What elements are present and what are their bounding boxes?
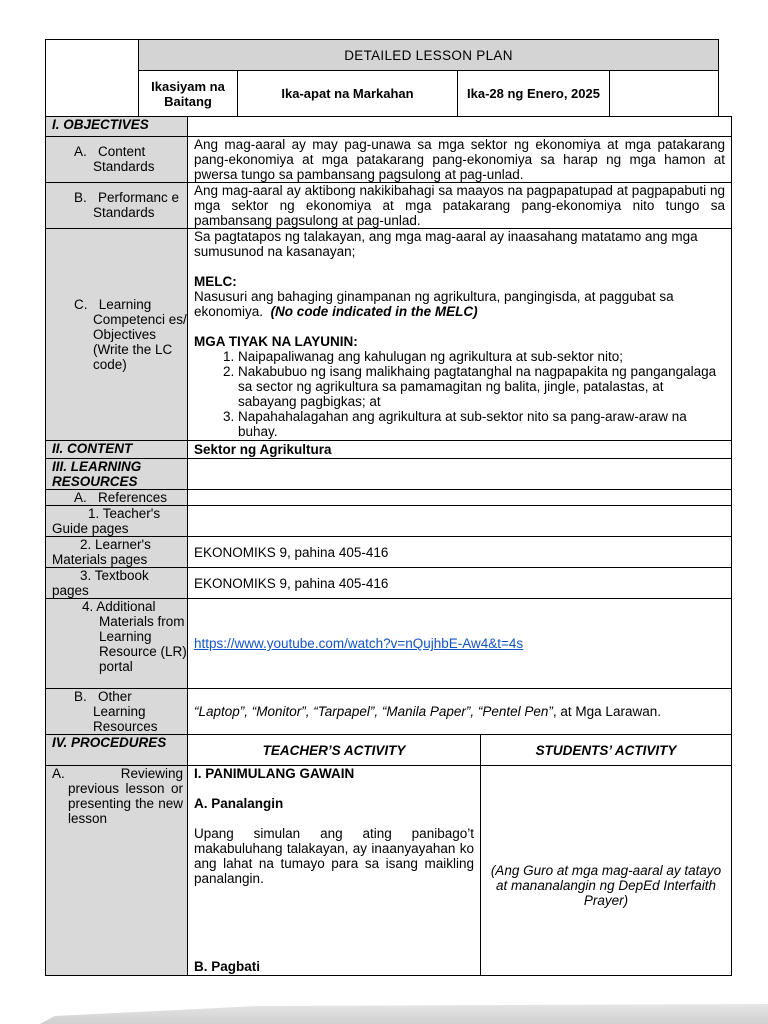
performance-standards-text: Ang mag-aaral ay aktibong nakikibahagi sa maayos na pagpapatupad at pagpapabuti ng mga sektor ng ekonomiya at mga patakarang pang-ekonomiya nito tungo sa pambansang pagsulong at pag-unlad. [188,183,732,229]
pagbati-heading: B. Pagbati [194,959,261,974]
competencies-row [46,229,732,441]
panimulang-gawain-heading: I. PANIMULANG GAWAIN [194,766,355,781]
content-row [46,441,732,459]
textbook-row [46,568,732,599]
objectives-label: I. OBJECTIVES [46,117,188,137]
document-title: DETAILED LESSON PLAN [139,40,719,71]
youtube-link[interactable]: https://www.youtube.com/watch?v=nQujhbE-Aw4&t=4s [194,636,524,651]
objectives-empty [188,117,732,137]
learners-materials-label: 2. Learner's Materials pages [46,537,188,568]
students-response: (Ang Guro at mga mag-aaral ay tatayo at mananalangin ng DepEd Interfaith Prayer) [481,766,732,976]
quarter: Ika-apat na Markahan [238,71,458,117]
other-resources-items: “Laptop”, “Monitor”, “Tarpapel”, “Manila Paper”, “Pentel Pen” [194,704,553,719]
content-value: Sektor ng Agrikultura [188,441,732,459]
specific-objectives-heading: MGA TIYAK NA LAYUNIN: [194,334,358,349]
references-row [46,490,732,506]
procedure-a-label: A. Reviewing previous lesson or presenting the new lesson [46,766,188,976]
other-resources-suffix: , at Mga Larawan. [552,704,661,719]
header-table [45,39,719,117]
lesson-plan-table [45,116,732,976]
students-activity-heading: STUDENTS’ ACTIVITY [481,735,732,766]
competencies-label: C. Learning Competenci es/ Objectives (Write the LC code) [74,297,187,372]
specific-objective-1: 1. Naipapaliwanag ang kahulugan ng agrikultura at sub-sektor nito; [238,349,725,364]
logo-placeholder-cell [46,40,139,117]
melc-note: (No code indicated in the MELC) [270,304,478,319]
specific-objective-2: 2. Nakabubuo ng isang malikhaing pagtatanghal na nagpapakita ng pangangalaga sa sector ng agrikultura sa pamamagitan ng balita, jingle, patalastas, at sabayang pagbigkas; at [238,364,725,409]
content-label: II. CONTENT [46,441,188,459]
references-label: A. References [74,490,168,505]
melc-text: Nasusuri ang bahaging ginampanan ng agrikultura, pangingisda, at paggubat sa ekonomiya. [194,289,674,319]
objectives-row [46,117,732,137]
teachers-guide-row [46,506,732,537]
learning-resources-row [46,459,732,490]
textbook-value: EKONOMIKS 9, pahina 405-416 [188,568,732,599]
lesson-date: Ika-28 ng Enero, 2025 [458,71,610,117]
teachers-guide-label: 1. Teacher's Guide pages [46,506,188,537]
panalangin-text: Upang simulan ang ating panibago’t makabuluhang talakayan, ay inaanyayahan ko ang lahat na tumayo para sa isang maikling panalangin. [194,826,474,886]
empty-header-cell [610,71,719,117]
specific-objective-3: 3. Napahahalagahan ang agrikultura at sub-sektor nito sa pang-araw-araw na buhay. [238,409,725,439]
performance-standards-row [46,183,732,229]
textbook-label: 3. Textbook pages [46,568,188,599]
panalangin-heading: A. Panalangin [194,796,284,811]
page-bottom-edge [40,1004,768,1024]
melc-heading: MELC: [194,274,237,289]
content-standards-label: A. Content Standards [74,144,155,174]
other-resources-row [46,689,732,735]
objectives-intro: Sa pagtatapos ng talakayan, ang mga mag-aaral ay inaasahang matatamo ang mga sumusunod na kasanayan; [194,229,698,259]
other-resources-label: B. Other Learning Resources [74,689,158,734]
learners-materials-row [46,537,732,568]
content-standards-row [46,137,732,183]
procedures-header-row [46,735,732,766]
additional-materials-label: 4. Additional Materials from Learning Resource (LR) portal [82,599,187,674]
learning-resources-label: III. LEARNING RESOURCES [46,459,188,490]
learners-materials-value: EKONOMIKS 9, pahina 405-416 [188,537,732,568]
procedures-label: IV. PROCEDURES [46,735,188,766]
grade-level: Ikasiyam na Baitang [139,71,238,117]
specific-objectives-list [194,349,725,439]
teachers-guide-value [188,506,732,537]
content-standards-text: Ang mag-aaral ay may pag-unawa sa mga sektor ng ekonomiya at mga patakarang pang-ekonomiya at mga patakarang pang-ekonomiya sa harap ng mga hamon at pwersa tungo sa pambansang pagsulong at pag-unlad. [188,137,732,183]
performance-standards-label: B. Performanc e Standards [74,190,180,220]
procedure-a-row [46,766,732,976]
teacher-activity-heading: TEACHER’S ACTIVITY [188,735,481,766]
additional-materials-row [46,599,732,689]
